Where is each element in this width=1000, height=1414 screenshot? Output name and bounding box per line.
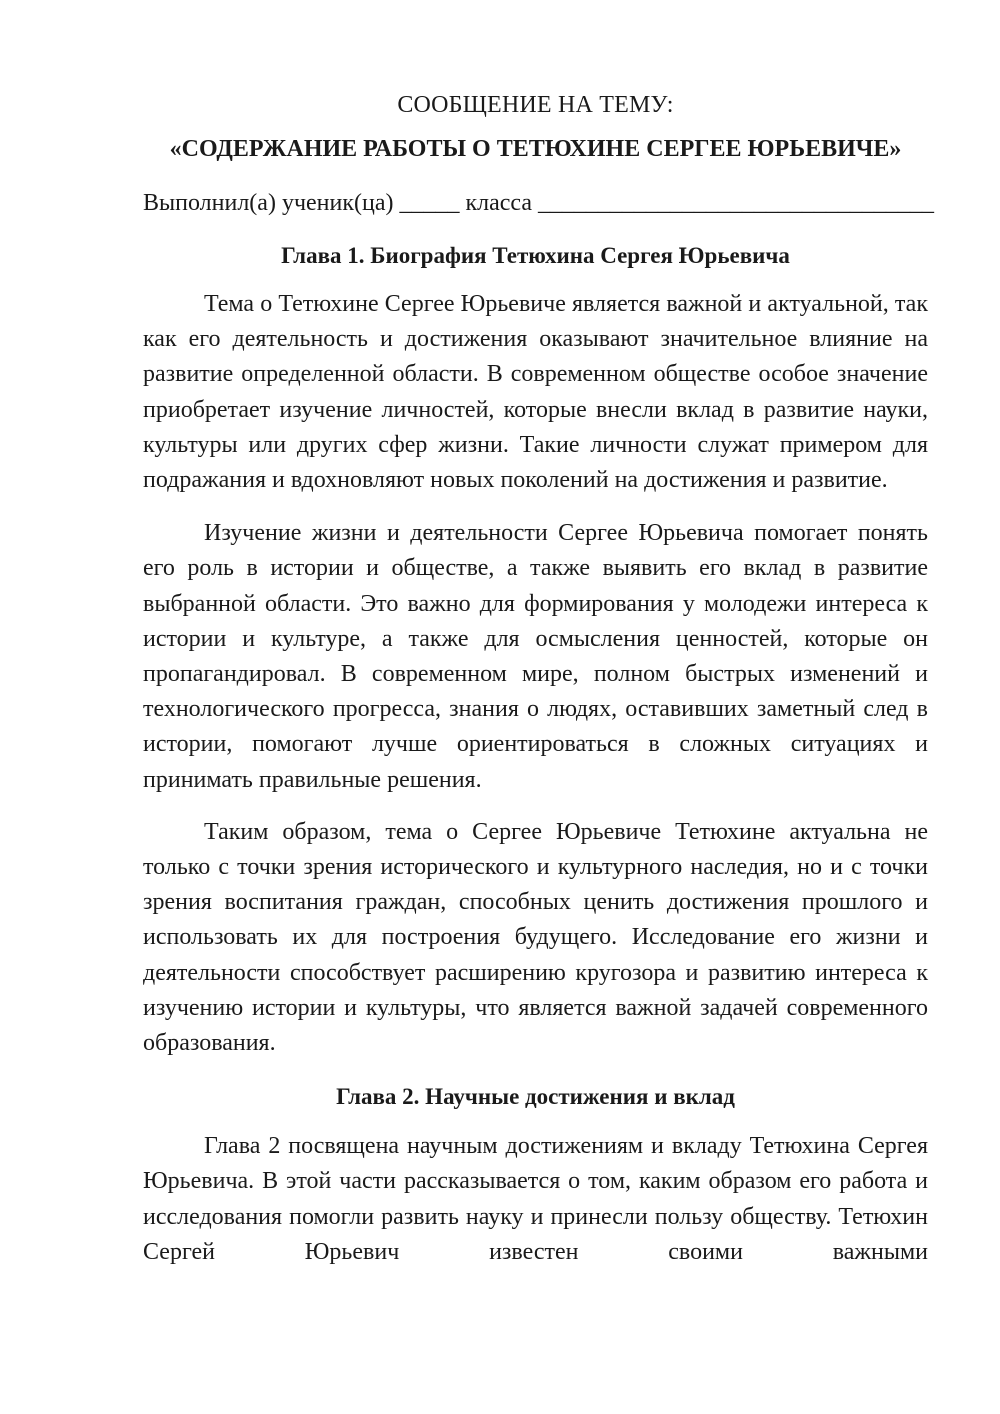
chapter-2-heading: Глава 2. Научные достижения и вклад	[336, 1084, 735, 1110]
author-line: Выполнил(а) ученик(ца) _____ класса _________________________________	[143, 190, 935, 216]
chapter-1-paragraph-3: Таким образом, тема о Сергее Юрьевиче Тетюхине актуальна не только с точки зрения исторического и культурного наследия, но и с точки зрения воспитания граждан, способных ценить достижения прошлого и использовать их для построения будущего. Исследование его жизни и деятельности способствует расширению кругозора и развитию интереса к изучению истории и культуры, что является важной задачей современного образования.	[143, 818, 928, 1057]
document-title-line-2: «СОДЕРЖАНИЕ РАБОТЫ О ТЕТЮХИНЕ СЕРГЕЕ ЮРЬЕВИЧЕ»	[169, 136, 902, 162]
document-title-line-1: СООБЩЕНИЕ НА ТЕМУ:	[397, 92, 674, 118]
chapter-1-heading: Глава 1. Биография Тетюхина Сергея Юрьевича	[281, 243, 790, 268]
chapter-2-paragraph-1: Глава 2 посвящена научным достижениям и вкладу Тетюхина Сергея Юрьевича. В этой части рассказывается о том, каким образом его работа и исследования помогли развить науку и принесли пользу обществу. Тетюхин Сергей Юрьевич известен своими важными	[143, 1133, 928, 1265]
chapter-1-paragraph-2: Изучение жизни и деятельности Сергее Юрьевича помогает понять его роль в истории и обществе, а также выявить его вклад в развитие выбранной области. Это важно для формирования у молодежи интереса к истории и культуре, а также для осмысления ценностей, которые он пропагандировал. В современном мире, полном быстрых изменений и технологического прогресса, знания о людях, оставивших заметный след в истории, помогают лучше ориентироваться в сложных ситуациях и принимать правильные решения.	[143, 520, 928, 793]
chapter-1-paragraph-1: Тема о Тетюхине Сергее Юрьевиче является важной и актуальной, так как его деятельность и достижения оказывают значительное влияние на развитие определенной области. В современном обществе особое значение приобретает изучение личностей, которые внесли вклад в развитие науки, культуры или других сфер жизни. Такие личности служат примером для подражания и вдохновляют новых поколений на достижения и развитие.	[143, 291, 928, 494]
document-page	[143, 88, 935, 1270]
